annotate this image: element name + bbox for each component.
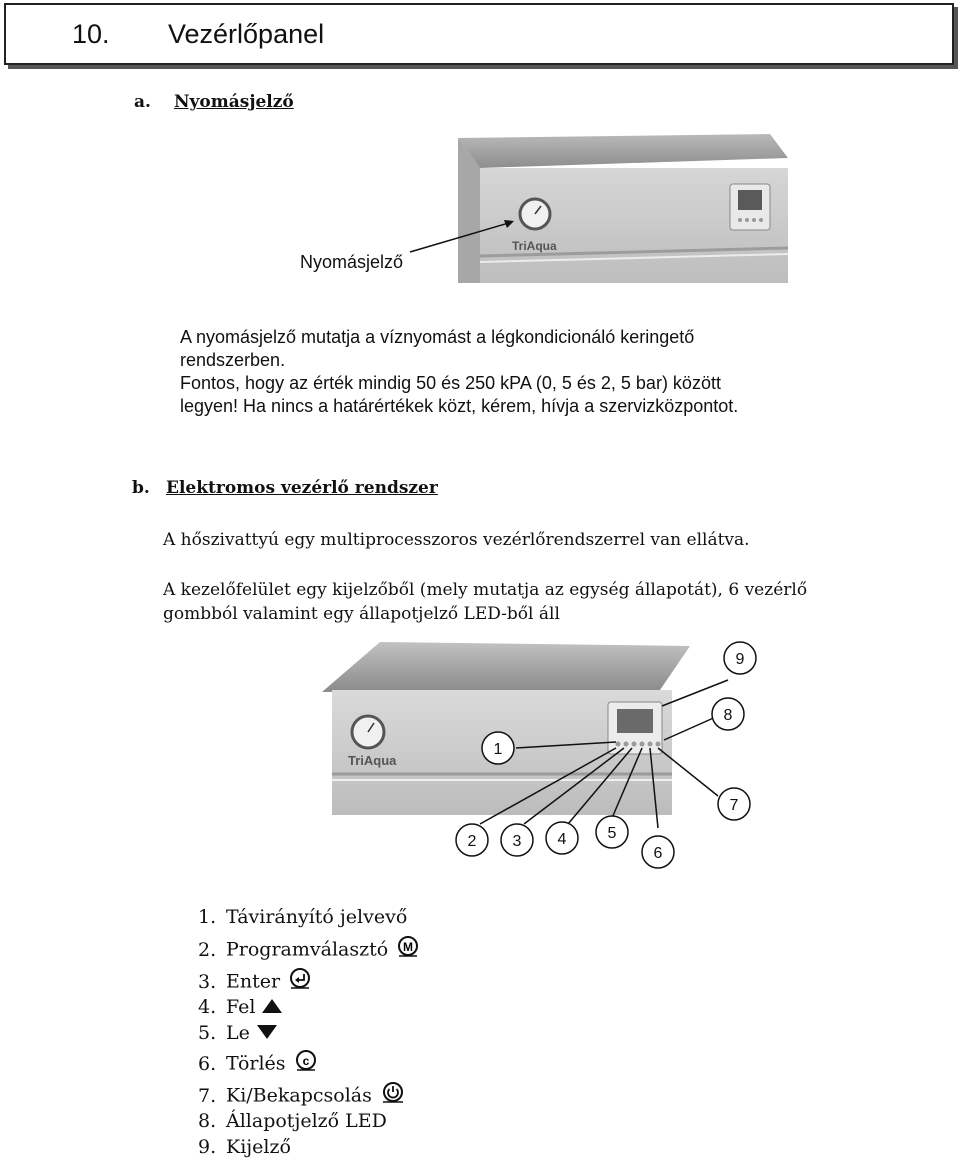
gauge-callout-arrow xyxy=(400,200,520,260)
callout-9: 9 xyxy=(735,651,745,668)
legend-label: Törlés xyxy=(226,1052,286,1075)
legend-number: 9. xyxy=(198,1136,217,1158)
subsection-b-label: b. xyxy=(132,478,150,498)
legend-number: 7. xyxy=(198,1084,217,1107)
legend-item xyxy=(198,1050,422,1076)
up-arrow-icon xyxy=(261,995,283,1021)
power-icon xyxy=(378,1082,408,1111)
legend-number: 1. xyxy=(198,906,217,928)
callout-7: 7 xyxy=(729,797,739,814)
legend-item xyxy=(198,936,422,962)
brand-logo: TriAqua xyxy=(512,239,557,253)
legend-number: 4. xyxy=(198,996,217,1018)
section-header xyxy=(4,3,954,65)
subsection-a-label: a. xyxy=(134,92,151,112)
legend-label: Állapotjelző LED xyxy=(226,1110,387,1132)
callout-3: 3 xyxy=(512,833,522,850)
legend-label: Ki/Bekapcsolás xyxy=(226,1084,372,1107)
callout-4: 4 xyxy=(557,831,567,848)
subsection-a-title: Nyomásjelző xyxy=(174,92,294,112)
legend-number: 2. xyxy=(198,938,217,961)
legend-number: 3. xyxy=(198,970,217,993)
control-panel-diagram xyxy=(320,632,770,882)
legend-label: Távirányító jelvevő xyxy=(226,906,408,928)
legend-item xyxy=(198,904,422,930)
legend-number: 8. xyxy=(198,1110,217,1132)
legend-number: 6. xyxy=(198,1052,217,1075)
callout-2: 2 xyxy=(467,833,477,850)
legend-label: Kijelző xyxy=(226,1136,291,1158)
legend-label: Le xyxy=(226,1022,250,1044)
svg-text:M: M xyxy=(403,940,414,954)
enter-icon xyxy=(286,968,314,997)
section-title: Vezérlőpanel xyxy=(168,19,325,49)
legend-item xyxy=(198,1134,422,1160)
brand-logo: TriAqua xyxy=(348,753,397,768)
paragraph-line: rendszerben. xyxy=(180,350,286,370)
callout-5: 5 xyxy=(607,825,617,842)
callout-6: 6 xyxy=(653,845,663,862)
legend-item xyxy=(198,1082,422,1108)
mode-m-icon xyxy=(394,936,422,965)
gauge-callout-label: Nyomásjelző xyxy=(300,252,404,272)
paragraph-line: Fontos, hogy az érték mindig 50 és 250 kPA (0, 5 és 2, 5 bar) között xyxy=(180,373,721,393)
legend-item xyxy=(198,1108,422,1134)
subsection-b-title: Elektromos vezérlő rendszer xyxy=(166,478,438,498)
legend-item xyxy=(198,968,422,994)
legend-label: Programválasztó xyxy=(226,938,389,961)
callout-1: 1 xyxy=(493,741,503,758)
control-legend xyxy=(198,904,422,1160)
down-arrow-icon xyxy=(256,1021,278,1047)
section-number: 10. xyxy=(72,19,110,49)
legend-number: 5. xyxy=(198,1022,217,1044)
paragraph-line: gombból valamint egy állapotjelző LED-ből áll xyxy=(163,604,560,624)
paragraph-line: A kezelőfelület egy kijelzőből (mely mutatja az egység állapotát), 6 vezérlő xyxy=(163,580,808,600)
svg-text:c: c xyxy=(302,1054,309,1068)
control-system-intro: A hőszivattyú egy multiprocesszoros vezérlőrendszerrel van ellátva. xyxy=(163,530,750,550)
control-panel-description xyxy=(163,578,943,626)
pressure-gauge-description xyxy=(180,326,900,418)
legend-item xyxy=(198,1020,422,1046)
legend-label: Fel xyxy=(226,996,256,1018)
paragraph-line: legyen! Ha nincs a határértékek közt, kérem, hívja a szervizközpontot. xyxy=(180,396,739,416)
callout-8: 8 xyxy=(723,707,733,724)
clear-c-icon xyxy=(292,1050,320,1079)
paragraph-line: A nyomásjelző mutatja a víznyomást a légkondicionáló keringető xyxy=(180,327,695,347)
legend-label: Enter xyxy=(226,970,281,993)
legend-item xyxy=(198,994,422,1020)
